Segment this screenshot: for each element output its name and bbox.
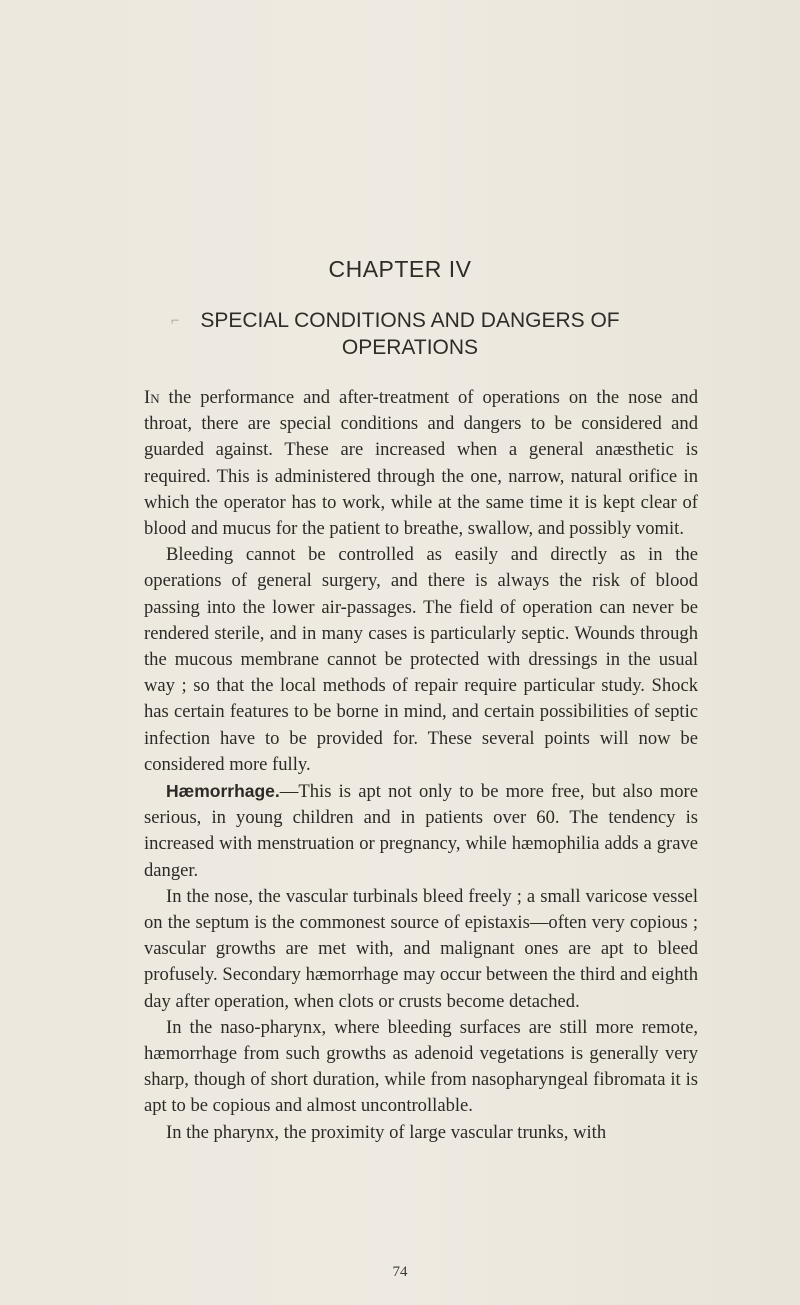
paragraph-nose: In the nose, the vascular turbinals bleed freely ; a small varicose vessel on the septum is the commonest source of epistaxis—often very copious ; vascular growths are met with, and malignant ones are apt to bleed profusely. Secondary hæmorrhage may occur between the third and eighth day after operation, when clots or crusts become detached. (144, 885, 698, 1012)
paragraph-intro (144, 385, 698, 542)
chapter-title (60, 307, 760, 361)
chapter-number: CHAPTER IV (328, 256, 472, 282)
page-number: 74 (392, 1264, 408, 1280)
paragraph-pharynx: In the pharynx, the proximity of large vascular trunks, with (166, 1121, 607, 1143)
chapter-title-line-1: SPECIAL CONDITIONS AND DANGERS OF (200, 309, 620, 332)
paragraph-intro-text: the performance and after-treatment of operations on the nose and throat, there are special conditions and dangers to be considered and guarded against. These are increased when a general anæsthetic is required. This is administered through the one, narrow, natural orifice in which the operator has to work, while at the same time it is kept clear of blood and mucus for the patient to breathe, swallow, and possibly vomit. (144, 387, 698, 540)
lead-in-word: In (144, 387, 160, 408)
paragraph-naso-pharynx: In the naso-pharynx, where bleeding surfaces are still more remote, hæmorrhage from such growths as adenoid vegetations is generally very sharp, though of short duration, while from nasopharyngeal fibromata it is apt to be copious and almost uncontrollable. (144, 1016, 698, 1117)
section-heading-haemorrhage: Hæmorrhage. (166, 781, 280, 802)
margin-mark: ⌐ (171, 313, 180, 329)
paragraph-haemorrhage (144, 778, 698, 884)
chapter-title-line-2: OPERATIONS (341, 336, 479, 359)
body-text (144, 385, 698, 1146)
paragraph-haemorrhage-text: —This is apt not only to be more free, but also more serious, in young children and in patients over 60. The tendency is increased with menstruation or pregnancy, while hæmophilia adds a grave danger. (144, 781, 698, 881)
paragraph-bleeding: Bleeding cannot be controlled as easily and directly as in the operations of general surgery, and there is always the risk of blood passing into the lower air-passages. The field of operation can never be rendered sterile, and in many cases is particularly septic. Wounds through the mucous membrane cannot be protected with dressings in the usual way ; so that the local methods of repair require particular study. Shock has certain features to be borne in mind, and certain possibilities of septic infection have to be provided for. These several points will now be considered more fully. (144, 544, 698, 775)
